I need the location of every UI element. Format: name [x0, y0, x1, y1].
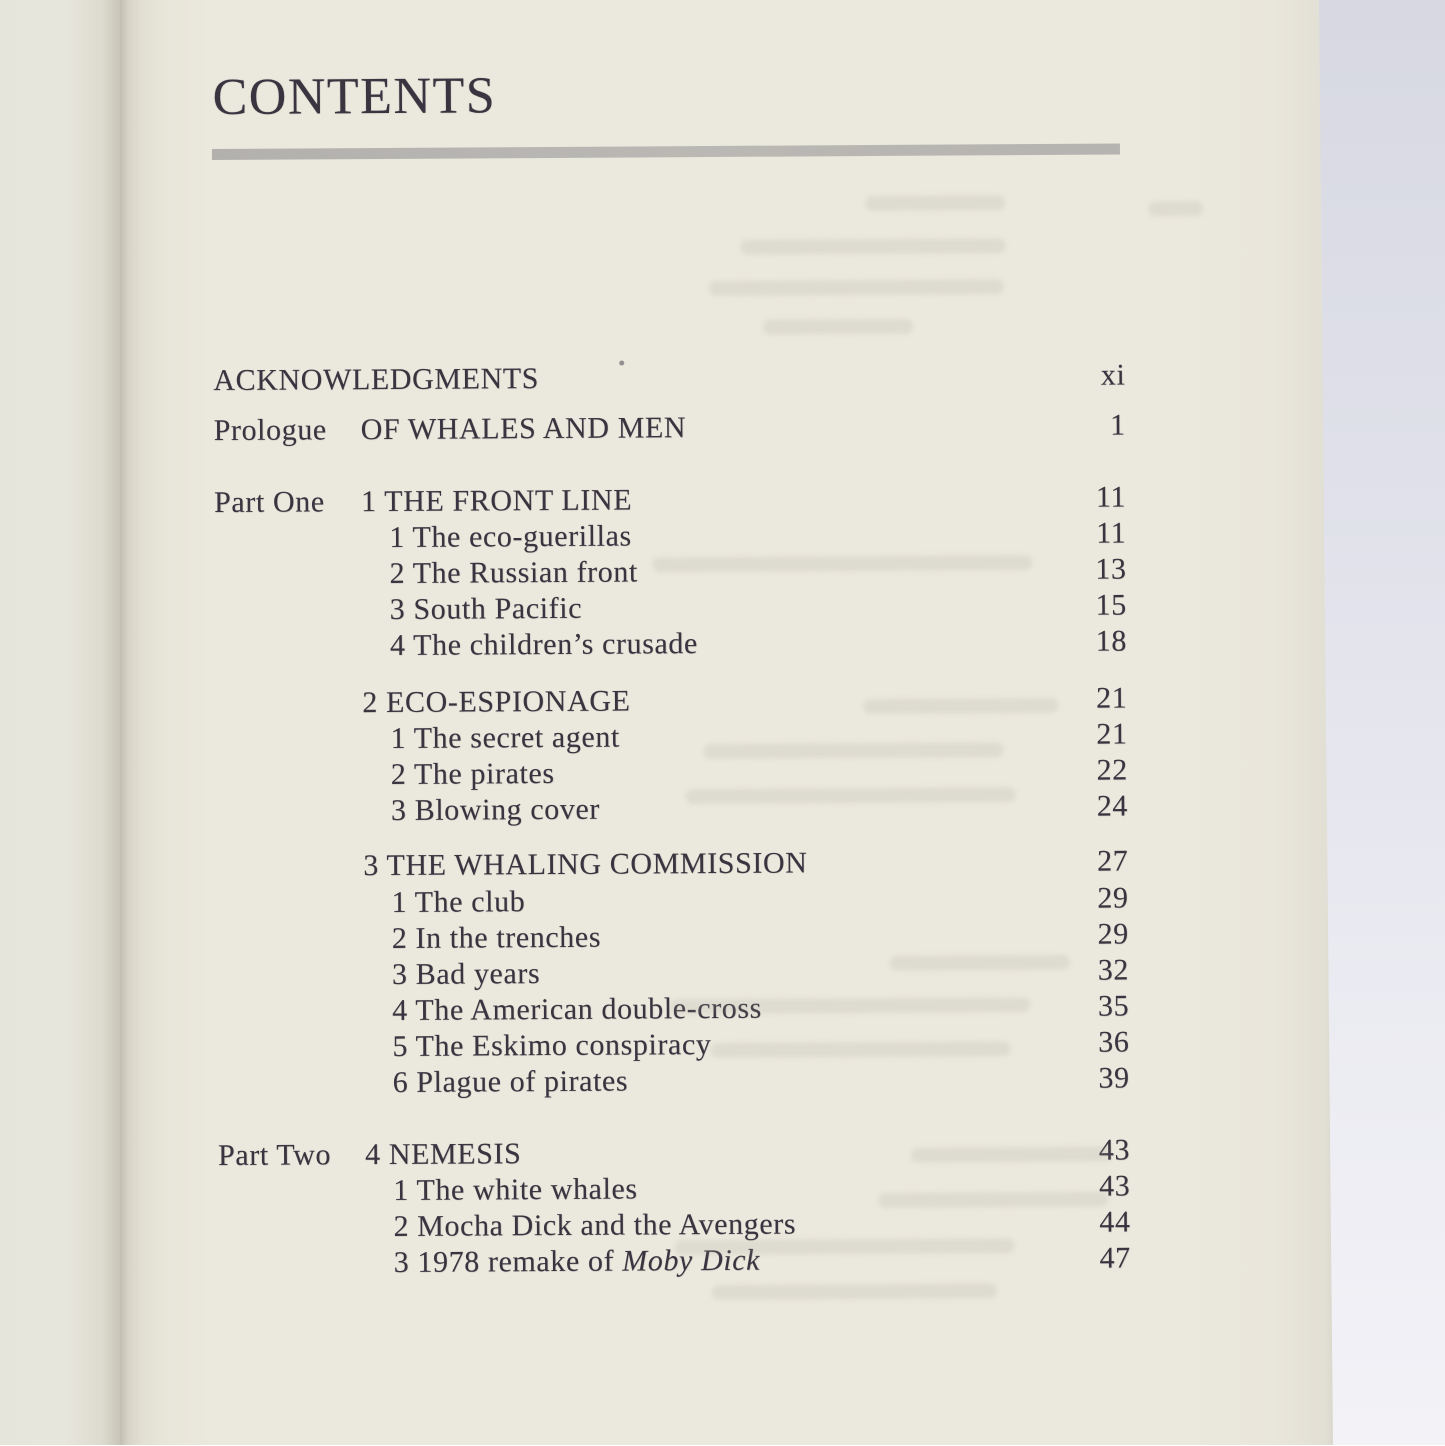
- page-number: 11: [1095, 480, 1127, 514]
- page-number: 11: [1096, 516, 1127, 550]
- entry-title: 1 The club: [391, 885, 526, 919]
- page-number: 13: [1095, 552, 1127, 586]
- entry-title: 2 In the trenches: [391, 920, 602, 955]
- showthrough-smudge: [710, 1041, 1010, 1058]
- entry-title: ACKNOWLEDGMENTS: [213, 362, 540, 398]
- entry-title-italic: Moby Dick: [622, 1243, 761, 1278]
- page-number: 22: [1096, 753, 1128, 787]
- toc-entry: [2, 406, 1445, 451]
- page-number: 43: [1098, 1169, 1131, 1203]
- toc-entry: [6, 1059, 1445, 1104]
- page-number: 44: [1099, 1205, 1131, 1239]
- page-number: 21: [1095, 681, 1128, 715]
- entry-title: 4 The American double-cross: [392, 991, 763, 1027]
- entry-title: 3 South Pacific: [389, 591, 583, 626]
- showthrough-smudge: [686, 787, 1016, 804]
- entry-title-text: 3 1978 remake of: [393, 1244, 623, 1279]
- toc-entry: [3, 622, 1445, 667]
- showthrough-smudge: [1148, 201, 1203, 216]
- entry-title: 5 The Eskimo conspiracy: [392, 1028, 712, 1063]
- page-title: CONTENTS: [212, 67, 497, 127]
- entry-title: 3 Bad years: [391, 957, 541, 991]
- page-number: 35: [1097, 989, 1130, 1023]
- part-label: Part Two: [217, 1138, 332, 1173]
- page-number: 43: [1098, 1133, 1131, 1167]
- page-number: 18: [1095, 624, 1128, 658]
- showthrough-smudge: [863, 698, 1058, 714]
- part-label: Prologue: [213, 413, 327, 448]
- entry-title: 3 THE WHALING COMMISSION: [363, 846, 808, 883]
- showthrough-smudge: [740, 238, 1005, 255]
- entry-title: 1 The eco-guerillas: [389, 519, 632, 554]
- page-number: 32: [1097, 953, 1130, 987]
- entry-title: OF WHALES AND MEN: [360, 411, 687, 447]
- showthrough-smudge: [890, 955, 1070, 971]
- showthrough-smudge: [865, 195, 1005, 211]
- page-number: 15: [1095, 588, 1127, 622]
- entry-title: 1 The secret agent: [390, 720, 620, 755]
- page-number: 27: [1096, 844, 1129, 878]
- page-number: 21: [1096, 717, 1128, 751]
- entry-title: 1 The white whales: [393, 1172, 638, 1207]
- page-number: xi: [1100, 358, 1126, 392]
- entry-title: 4 The children’s crusade: [389, 627, 698, 662]
- part-label: Part One: [213, 485, 325, 520]
- page-number: 1: [1109, 408, 1126, 442]
- page-number: 29: [1097, 917, 1129, 951]
- showthrough-smudge: [911, 1147, 1111, 1163]
- page-number: 47: [1099, 1241, 1131, 1275]
- page-number: 36: [1098, 1025, 1130, 1059]
- showthrough-smudge: [763, 319, 913, 335]
- showthrough-smudge: [652, 555, 1032, 572]
- toc-entry: [1, 356, 1445, 401]
- showthrough-smudge: [878, 1192, 1108, 1208]
- page-number: 24: [1096, 789, 1129, 823]
- page-number: 39: [1098, 1061, 1130, 1095]
- showthrough-smudge: [704, 742, 1004, 759]
- showthrough-smudge: [670, 997, 1030, 1014]
- entry-title: 1 THE FRONT LINE: [360, 483, 633, 519]
- entry-title: 4 NEMESIS: [364, 1137, 522, 1172]
- entry-title: 2 The pirates: [390, 756, 555, 791]
- entry-title: 2 The Russian front: [389, 555, 638, 590]
- entry-title: 6 Plague of pirates: [392, 1064, 629, 1099]
- showthrough-smudge: [675, 1238, 1015, 1255]
- entry-title: 2 Mocha Dick and the Avengers: [393, 1207, 797, 1243]
- showthrough-smudge: [709, 279, 1004, 296]
- page-number: 29: [1097, 881, 1129, 915]
- entry-title: 2 ECO-ESPIONAGE: [362, 684, 631, 720]
- entry-title: 3 Blowing cover: [390, 792, 601, 827]
- showthrough-smudge: [712, 1283, 997, 1300]
- title-rule: [212, 144, 1120, 161]
